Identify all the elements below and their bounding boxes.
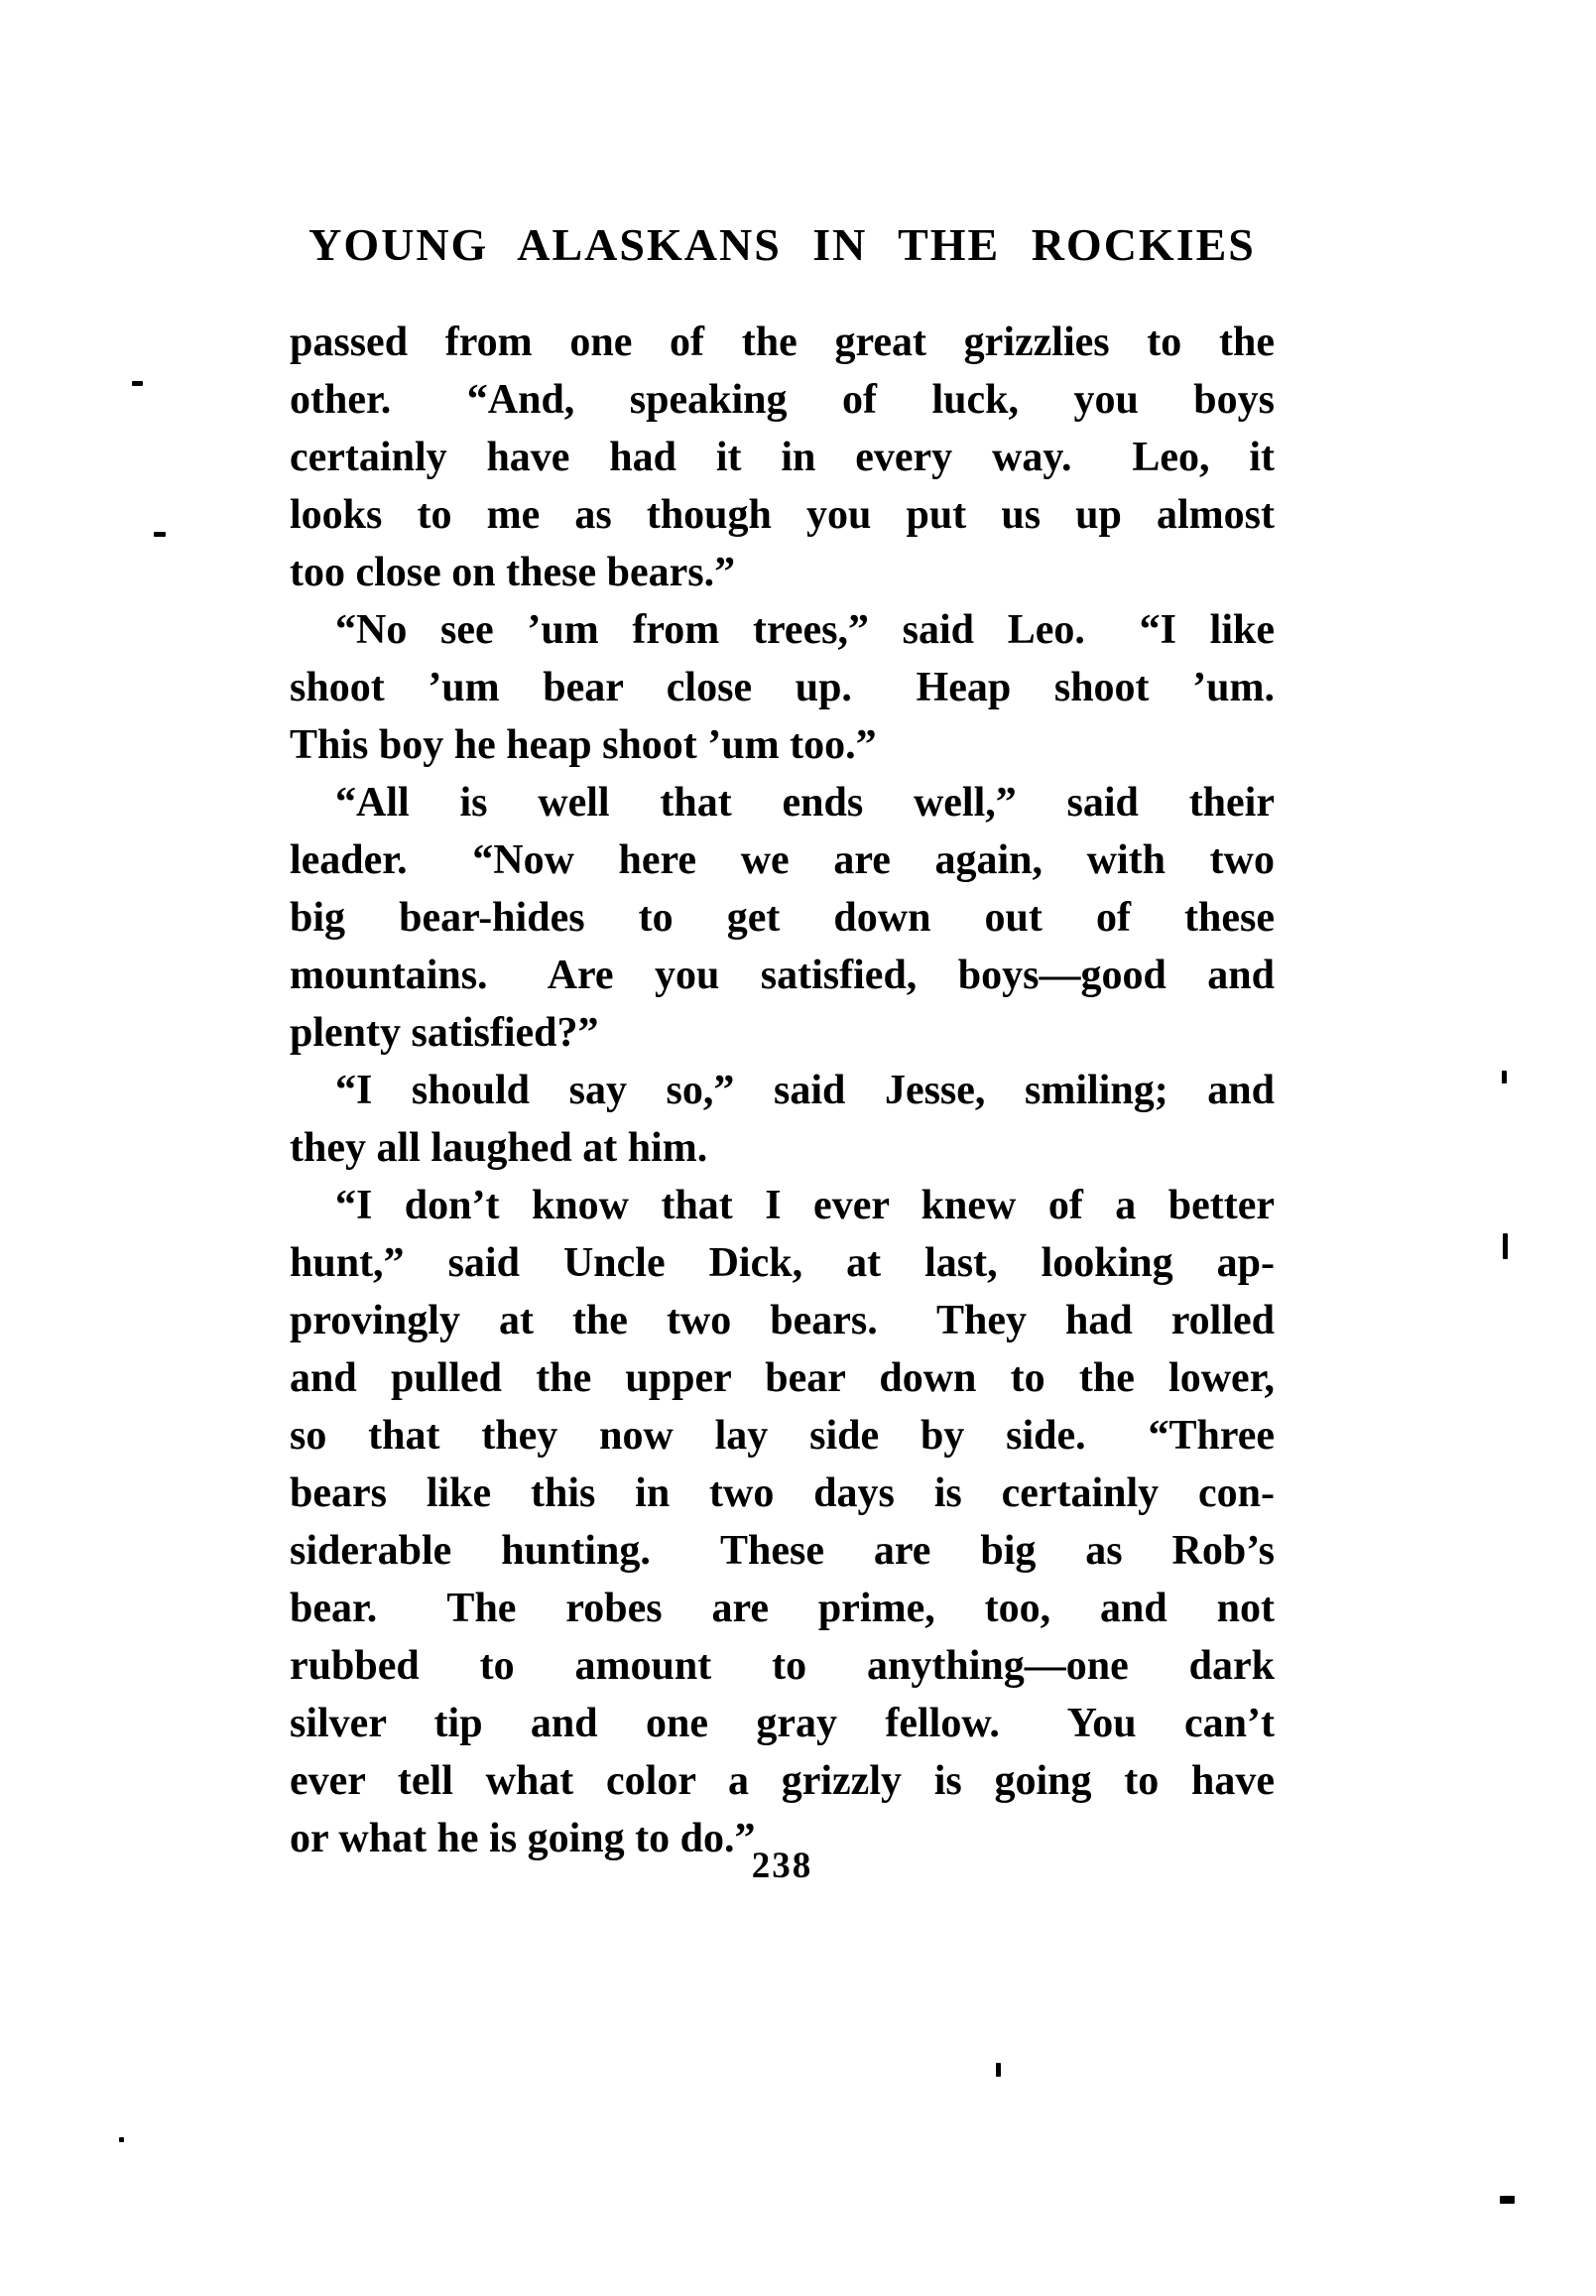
text-line: other. “And, speaking of luck, you boys: [290, 377, 1275, 423]
text-line: certainly have had it in every way. Leo, it: [290, 435, 1275, 480]
scan-speck: [132, 381, 143, 386]
text-line: silver tip and one gray fellow. You can’t: [290, 1701, 1275, 1746]
text-line: so that they now lay side by side. “Three: [290, 1413, 1275, 1459]
text-line: big bear-hides to get down out of these: [290, 895, 1275, 941]
text-line: leader. “Now here we are again, with two: [290, 837, 1275, 883]
text-line: and pulled the upper bear down to the lower,: [290, 1355, 1275, 1401]
body-text: [290, 314, 1275, 1867]
text-line: ever tell what color a grizzly is going to have: [290, 1758, 1275, 1804]
text-line: “All is well that ends well,” said their: [335, 780, 1275, 826]
text-line: “I don’t know that I ever knew of a better: [335, 1183, 1275, 1228]
text-line: provingly at the two bears. They had rolled: [290, 1298, 1275, 1343]
text-line: “I should say so,” said Jesse, smiling; and: [335, 1068, 1275, 1113]
scan-speck: [996, 2063, 1001, 2077]
text-line: mountains. Are you satisfied, boys—good and: [290, 953, 1275, 998]
text-line: they all laughed at him.: [290, 1125, 708, 1171]
scan-speck: [1500, 2196, 1515, 2204]
text-line: hunt,” said Uncle Dick, at last, looking ap-: [290, 1240, 1275, 1286]
scan-speck: [119, 2137, 124, 2142]
text-line: passed from one of the great grizzlies to the: [290, 319, 1275, 365]
scan-speck: [154, 532, 166, 537]
page-number: 238: [751, 1846, 813, 1886]
text-line: bears like this in two days is certainly con-: [290, 1470, 1275, 1516]
scan-speck: [1503, 1233, 1508, 1259]
scan-speck: [1502, 1071, 1507, 1084]
text-line: siderable hunting. These are big as Rob’s: [290, 1528, 1275, 1574]
text-line: “No see ’um from trees,” said Leo. “I like: [335, 607, 1275, 653]
running-head-title: YOUNG ALASKANS IN THE ROCKIES: [308, 219, 1256, 270]
text-line: bear. The robes are prime, too, and not: [290, 1586, 1275, 1631]
text-line: shoot ’um bear close up. Heap shoot ’um.: [290, 665, 1275, 710]
text-line: This boy he heap shoot ’um too.”: [290, 722, 877, 768]
text-line: looks to me as though you put us up almost: [290, 492, 1275, 538]
text-line: too close on these bears.”: [290, 550, 736, 595]
text-line: plenty satisfied?”: [290, 1010, 599, 1056]
text-line: or what he is going to do.”: [290, 1816, 756, 1861]
text-line: rubbed to amount to anything—one dark: [290, 1643, 1275, 1689]
